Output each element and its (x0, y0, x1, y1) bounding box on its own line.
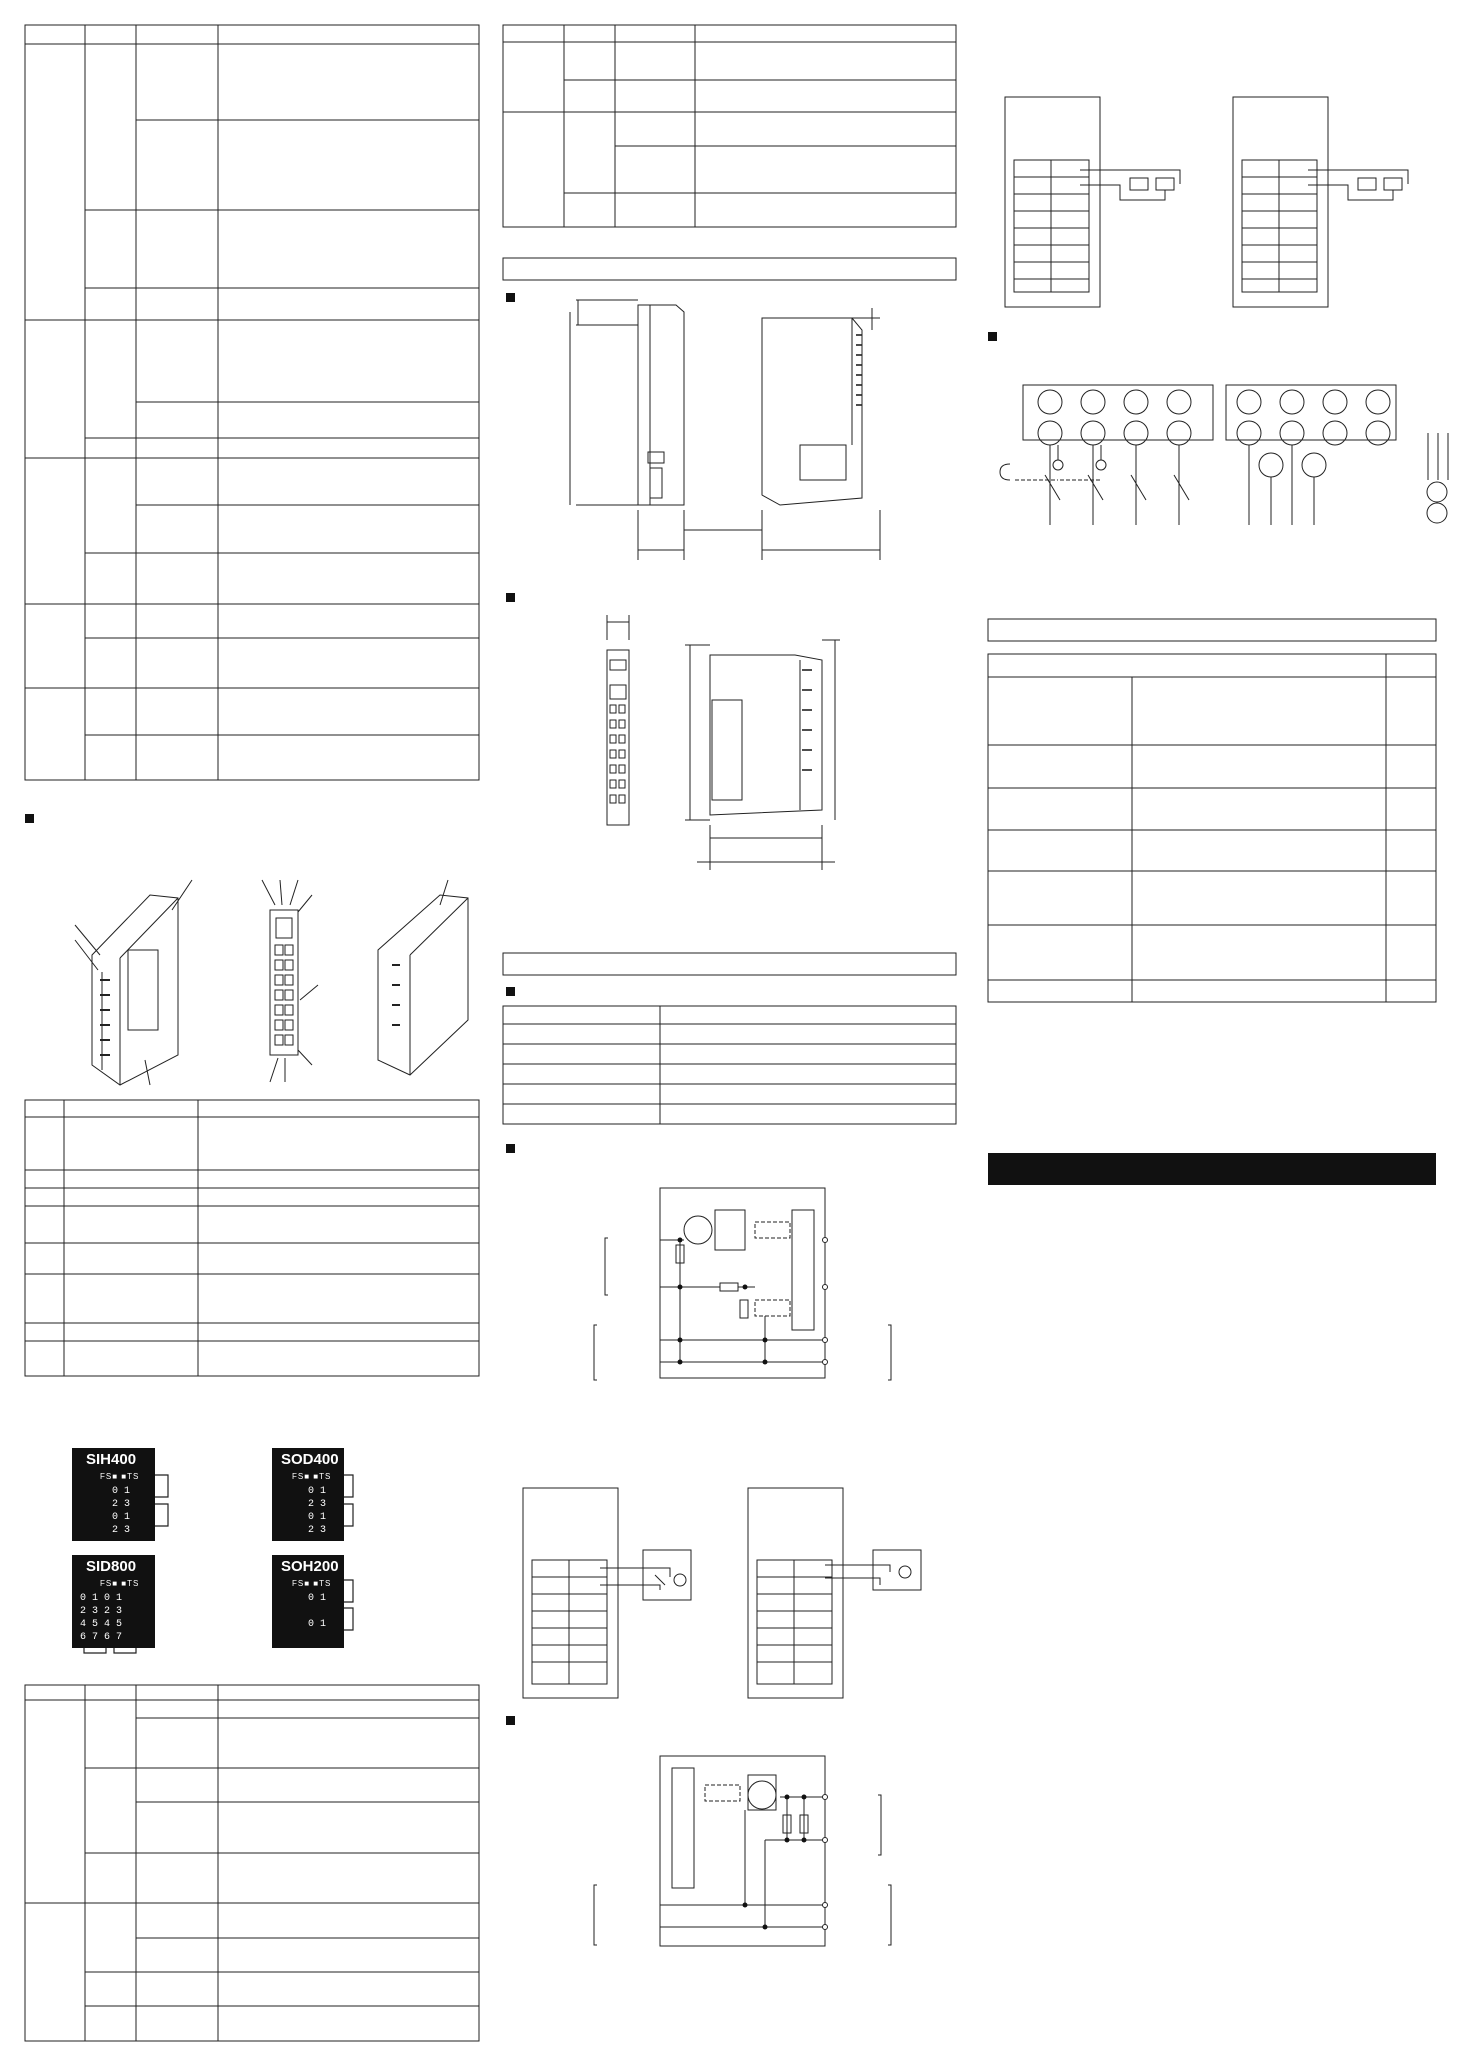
badge-soh200 (272, 1555, 344, 1648)
badge-row: 0 1 (308, 1512, 327, 1523)
dimension-drawing-1 (570, 300, 880, 560)
badge-row: 4 5 4 5 (80, 1619, 123, 1630)
badge-title: SOH200 (281, 1558, 339, 1575)
unit-perspective-left (75, 880, 192, 1085)
spec-table-bottom-left (25, 1685, 479, 2041)
badge-sid800 (72, 1555, 155, 1648)
badge-sih400 (72, 1448, 155, 1541)
terminal-wiring-right (1226, 385, 1448, 525)
terminal-wiring-left (1000, 385, 1213, 525)
badge-row: 0 1 (112, 1486, 131, 1497)
badge-subtitle: FS■ ■TS (292, 1579, 332, 1588)
badge-row: 0 1 (308, 1593, 327, 1604)
badge-subtitle: FS■ ■TS (292, 1472, 332, 1481)
badge-row: 2 3 2 3 (80, 1606, 123, 1617)
section-bar-settings (503, 953, 956, 975)
wiring-example-output-left (1005, 97, 1180, 307)
spec-table-right (988, 654, 1436, 1002)
badge-subtitle: FS■ ■TS (100, 1579, 140, 1588)
badge-row: 2 3 (308, 1525, 327, 1536)
badge-row: 2 3 (112, 1499, 131, 1510)
spec-table-top-middle (503, 25, 956, 227)
section-bar-dimensions (503, 258, 956, 280)
black-header-bar (988, 1153, 1436, 1185)
wiring-example-output-right (1233, 97, 1408, 307)
badge-title: SID800 (86, 1558, 137, 1575)
wiring-example-input-left (523, 1488, 691, 1698)
badge-row: 6 7 6 7 (80, 1632, 123, 1643)
part-name-table (25, 1100, 479, 1376)
badge-row: 0 1 (112, 1512, 131, 1523)
badge-row: 2 3 (112, 1525, 131, 1536)
unit-perspective-right (378, 880, 468, 1075)
settings-table (503, 1006, 956, 1124)
badge-row: 0 1 0 1 (80, 1593, 123, 1604)
section-bar-specs-right (988, 619, 1436, 641)
badge-title: SIH400 (86, 1451, 137, 1468)
wiring-example-input-right (748, 1488, 921, 1698)
badge-row: 0 1 (308, 1619, 327, 1630)
badge-subtitle: FS■ ■TS (100, 1472, 140, 1481)
badge-title: SOD400 (281, 1451, 339, 1468)
badge-row: 0 1 (308, 1486, 327, 1497)
badge-sod400 (272, 1448, 344, 1541)
output-circuit-diagram (594, 1756, 891, 1946)
dimension-drawing-2 (607, 615, 840, 870)
badge-row: 2 3 (308, 1499, 327, 1510)
spec-table-top-left (25, 25, 479, 780)
section-marker (25, 814, 34, 823)
unit-front-view (262, 880, 318, 1082)
input-circuit-diagram (594, 1188, 891, 1380)
